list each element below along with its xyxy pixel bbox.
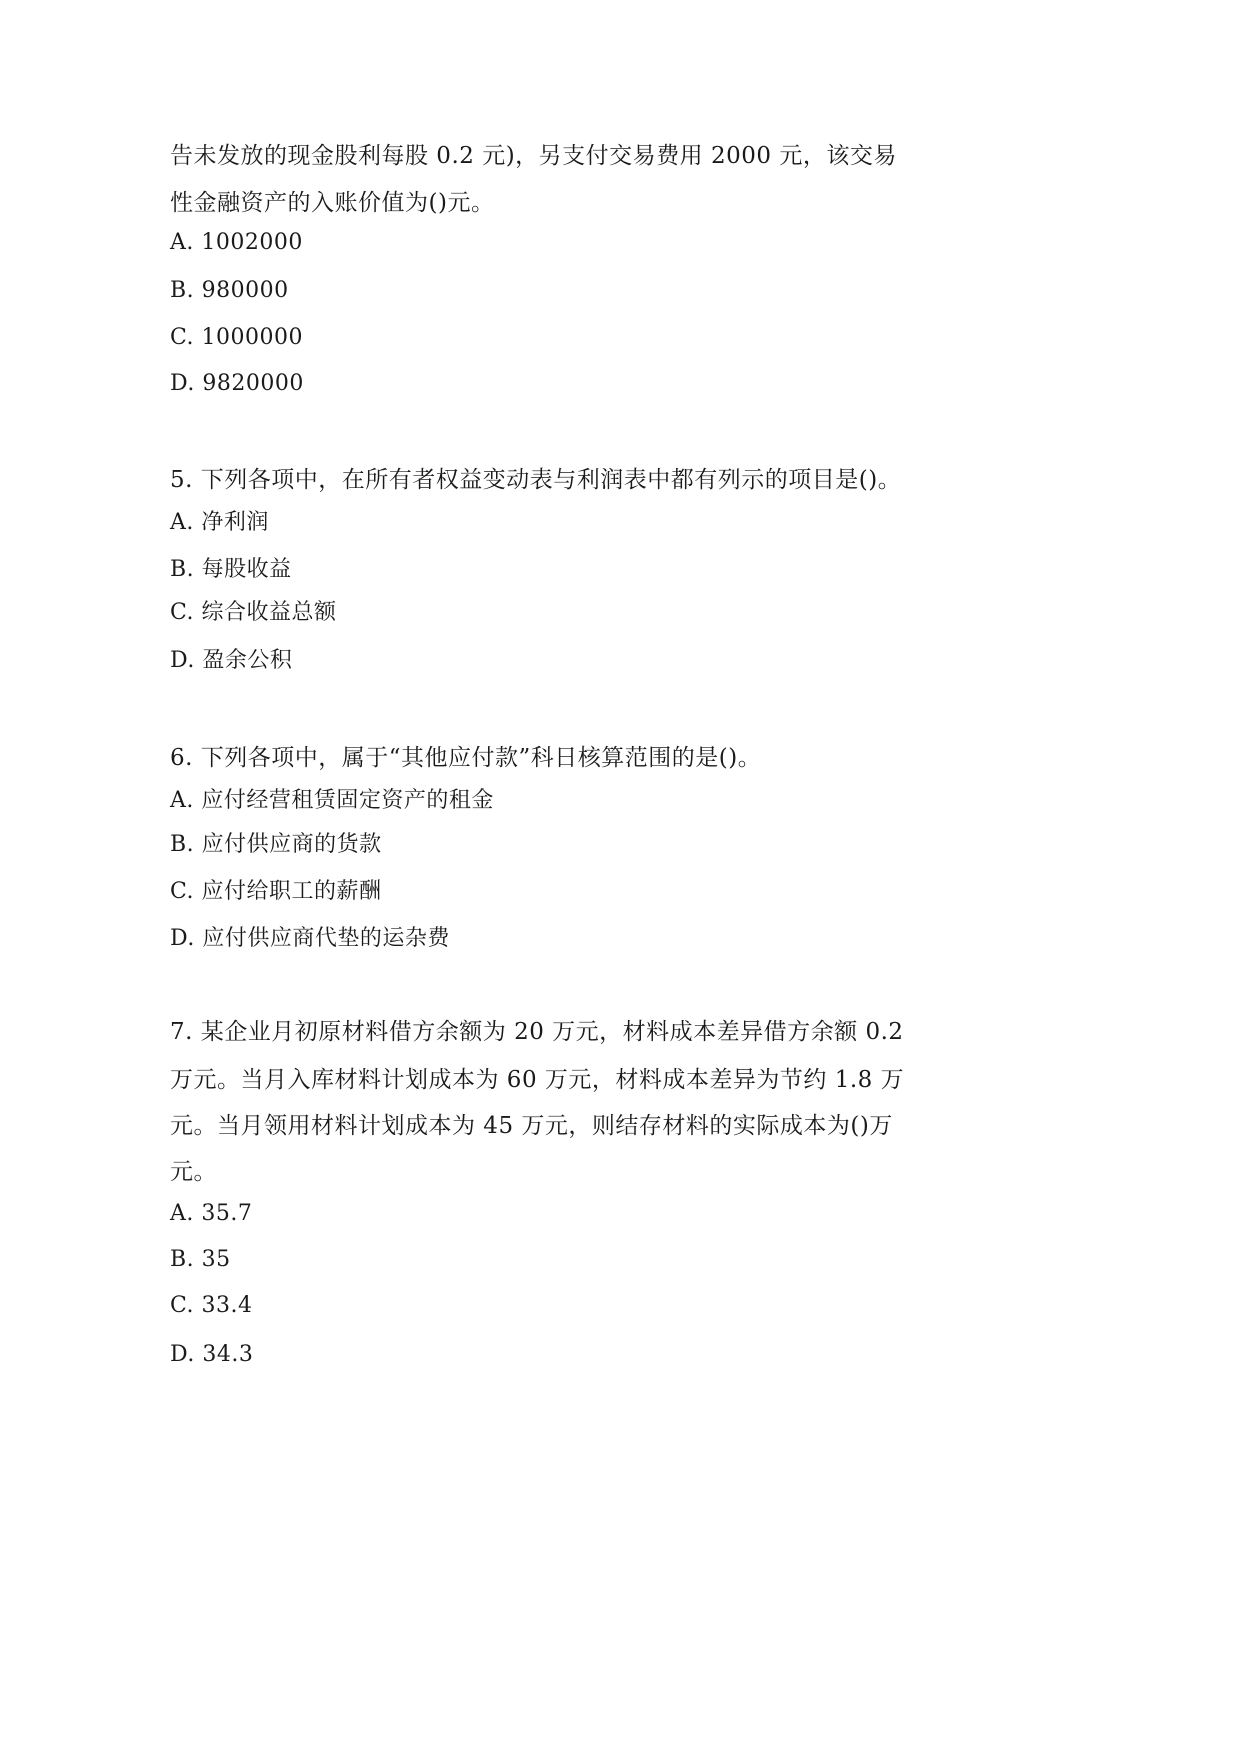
q7-stem-line-2: 万元。当月入库材料计划成本为 60 万元，材料成本差异为节约 1.8 万 [170, 1067, 905, 1093]
q5-option-c: C. 综合收益总额 [170, 600, 337, 625]
q7-option-b: B. 35 [170, 1247, 231, 1272]
q7-stem-line-3: 元。当月领用材料计划成本为 45 万元，则结存材料的实际成本为()万 [170, 1113, 893, 1139]
q6-option-c: C. 应付给职工的薪酬 [170, 879, 382, 904]
q4-option-a: A. 1002000 [170, 230, 303, 255]
q4-option-c: C. 1000000 [170, 325, 304, 350]
q5-option-a: A. 净利润 [170, 510, 269, 535]
q7-stem-line-4: 元。 [170, 1159, 217, 1185]
q6-option-b: B. 应付供应商的货款 [170, 832, 382, 857]
q7-option-c: C. 33.4 [170, 1293, 253, 1318]
q6-stem: 6. 下列各项中，属于“其他应付款”科日核算范围的是()。 [170, 745, 762, 771]
q4-option-d: D. 9820000 [170, 371, 304, 396]
q7-option-d: D. 34.3 [170, 1342, 254, 1367]
q7-option-a: A. 35.7 [170, 1201, 253, 1226]
q5-option-b: B. 每股收益 [170, 557, 292, 582]
q7-stem-line-1: 7. 某企业月初原材料借方余额为 20 万元，材料成本差异借方余额 0.2 [170, 1019, 904, 1045]
q5-option-d: D. 盈余公积 [170, 648, 293, 673]
q4-stem-line-2: 性金融资产的入账价值为()元。 [170, 190, 495, 216]
q4-stem-line-1: 告未发放的现金股利每股 0.2 元)，另支付交易费用 2000 元，该交易 [170, 143, 897, 169]
q6-option-a: A. 应付经营租赁固定资产的租金 [170, 788, 494, 813]
q6-option-d: D. 应付供应商代垫的运杂费 [170, 926, 450, 951]
q5-stem: 5. 下列各项中，在所有者权益变动表与利润表中都有列示的项目是()。 [170, 467, 902, 493]
q4-option-b: B. 980000 [170, 278, 289, 303]
